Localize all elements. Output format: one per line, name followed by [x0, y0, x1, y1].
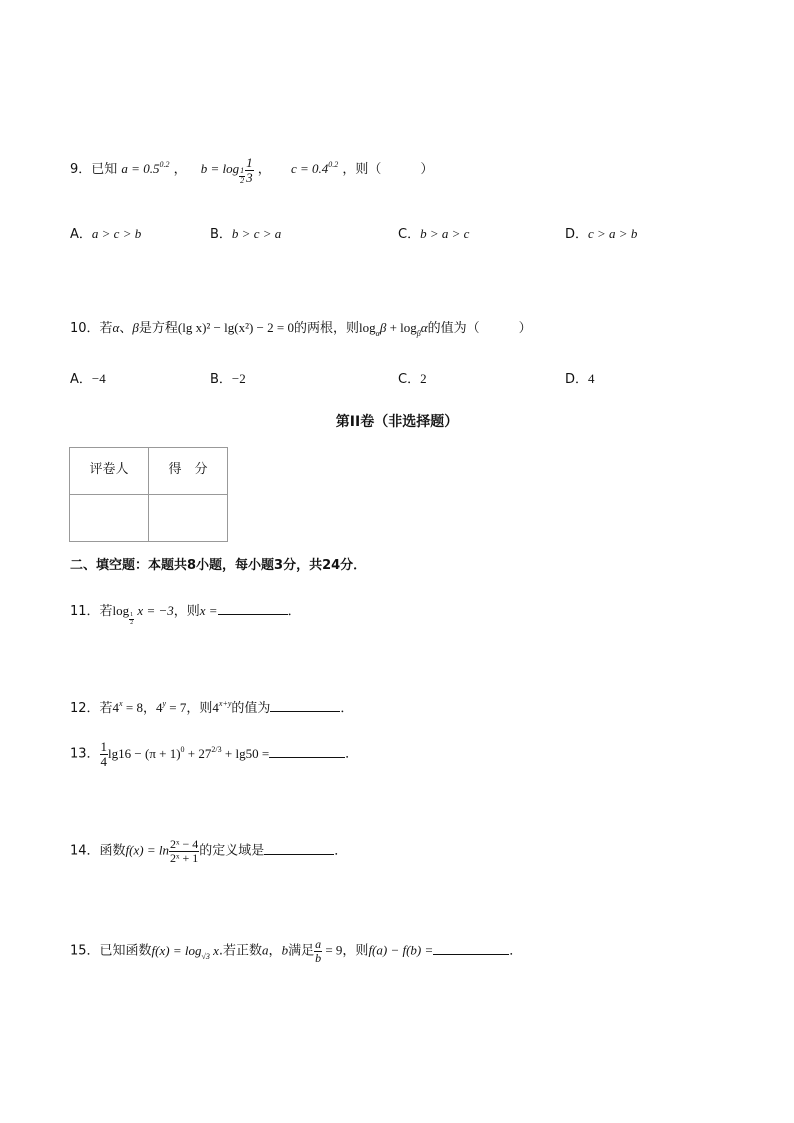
q9-b-expr: b = log $\frac{1}{2}$ $\frac{1}{3}$	[200, 155, 253, 185]
question-15: 15．已知函数$f(x) = \log_{√3} x$.若正数a，b满足 $\frac{a}{b}$ = 9，则f(a) − f(b) = ．	[70, 937, 523, 965]
q13-answer-blank[interactable]	[269, 745, 345, 758]
q10-equation: (lg x)² − lg(x²) − 2 = 0	[177, 320, 294, 335]
question-9: 9．已知 $a = 0.5^{0.2}$ ， b = log $\frac{1}{2}$ $\frac{1}{3}$ ， $c = 0.4^{0.2}$ ，则（ ）	[70, 155, 434, 185]
q9-option-d[interactable]: D．c > a > b	[565, 226, 638, 242]
q11-answer-blank[interactable]	[218, 602, 288, 615]
q10-option-b[interactable]: B．−2	[210, 371, 246, 387]
q15-answer-blank[interactable]	[433, 942, 509, 955]
score-table-header-score: 得 分	[149, 448, 228, 495]
question-10: 10．若α、β是方程(lg x)² − lg(x²) − 2 = 0的两根，则$\log_\alpha\beta + \log_\beta\alpha$的值为（ ）	[70, 320, 532, 338]
question-13: 13． $\frac{1}{4}$ $\lg 16 - (\pi + 1)^0 + 27^{2/3} + \lg 50$ = ．	[70, 739, 359, 769]
q10-log-expr: $\log_\alpha\beta + \log_\beta\alpha$	[359, 320, 428, 338]
score-table-score-cell[interactable]	[149, 495, 228, 542]
question-11: 11．若log $\frac{1}{2}$ x = −3，则x = ．	[70, 603, 301, 626]
section2-heading: 二、填空题：本题共8小题，每小题3分，共24分．	[70, 558, 367, 573]
score-table-header-grader: 评卷人	[70, 448, 149, 495]
q9-c-expr: $c = 0.4^{0.2}$	[290, 160, 339, 177]
q12-answer-blank[interactable]	[270, 699, 340, 712]
question-14: 14．函数f(x) = ln $\frac{\text{2ˣ − 4}}{\text{2ˣ + 1}}$ 的定义域是 ．	[70, 837, 348, 865]
q9-number: 9．已知	[70, 162, 118, 178]
question-12: 12．若$4^x = 8$，$4^y = 7$，则$4^{x+y}$的值为 ．	[70, 699, 354, 716]
q9-tail: ，则（ ）	[342, 162, 434, 178]
q10-option-d[interactable]: D．4	[565, 371, 595, 387]
q9-a-expr: $a = 0.5^{0.2}$	[121, 160, 170, 177]
q10-option-a[interactable]: A．−4	[70, 371, 106, 387]
q9-option-a[interactable]: A．a > c > b	[70, 226, 142, 242]
part2-title: 第II卷（非选择题）	[335, 414, 459, 430]
score-table-grader-cell[interactable]	[70, 495, 149, 542]
q9-option-b[interactable]: B．b > c > a	[210, 226, 282, 242]
q9-option-c[interactable]: C．b > a > c	[398, 226, 470, 242]
q11-log-expr: log $\frac{1}{2}$ x = −3	[112, 603, 174, 626]
score-table	[69, 447, 228, 542]
q10-option-c[interactable]: C．2	[398, 371, 427, 387]
q14-answer-blank[interactable]	[264, 842, 334, 855]
